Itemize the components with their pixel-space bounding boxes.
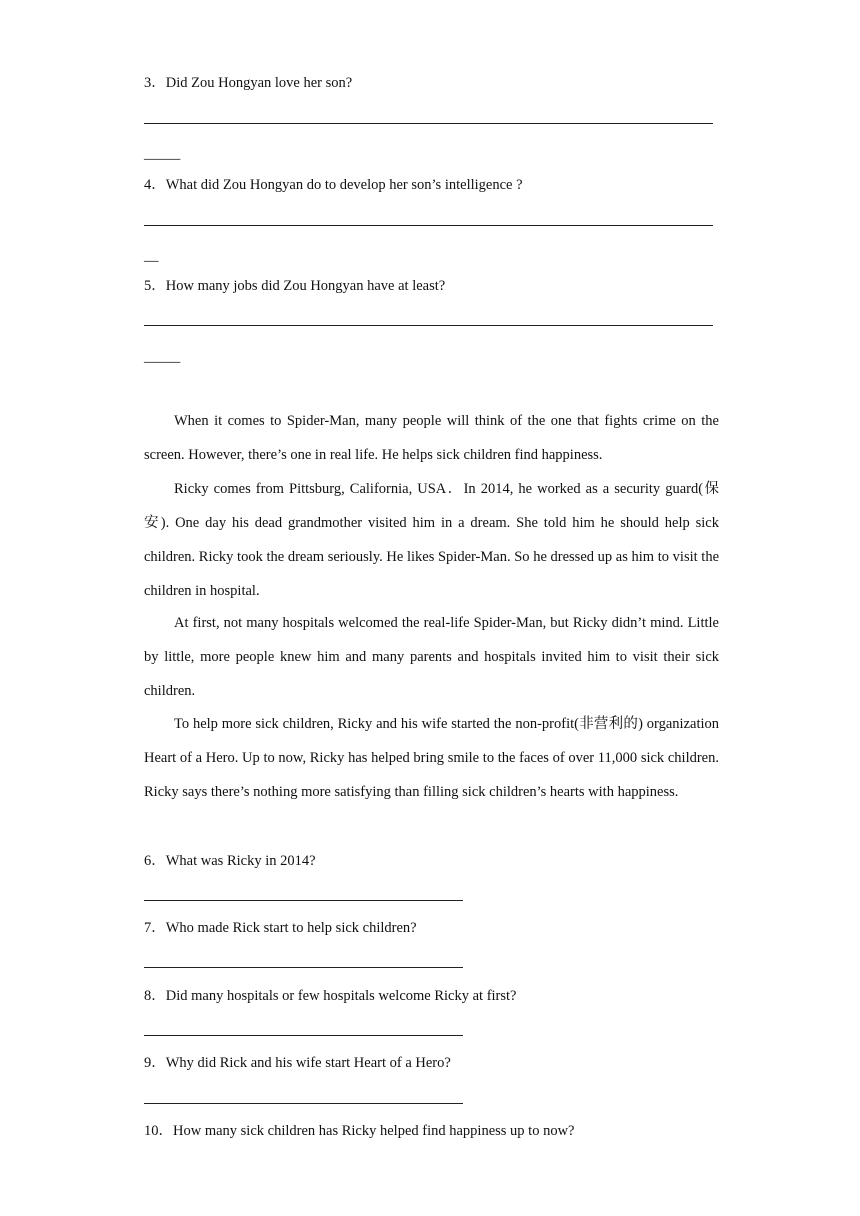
- answer-line-5-tail: _____: [144, 349, 181, 365]
- answer-line-9[interactable]: [144, 1103, 463, 1104]
- passage-paragraph-4: To help more sick children, Ricky and his wife started the non-profit(非营利的) organization Heart of a Hero. Up to now, Ricky has helped bring smile to the faces of over 11,000 sick children. Ricky says there’s nothing more satisfying than filling sick children’s hearts with happiness.: [144, 716, 719, 800]
- answer-line-7[interactable]: [144, 967, 463, 968]
- question-4: 4．What did Zou Hongyan do to develop her son’s intelligence ?: [144, 177, 523, 193]
- answer-line-3-tail: _____: [144, 146, 181, 162]
- answer-line-8[interactable]: [144, 1035, 463, 1036]
- passage-paragraph-3: At first, not many hospitals welcomed the real-life Spider-Man, but Ricky didn’t mind. Little by little, more people knew him and many parents and hospitals invited him to visit their sick children.: [144, 615, 719, 699]
- question-3: 3．Did Zou Hongyan love her son?: [144, 75, 353, 91]
- passage-paragraph-2: Ricky comes from Pittsburg, California, USA．In 2014, he worked as a security guard(保安). One day his dead grandmother visited him in a dream. She told him he should help sick children. Ricky took the dream seriously. He likes Spider-Man. So he dressed up as him to visit the children in hospital.: [144, 481, 719, 599]
- passage-paragraph-1: When it comes to Spider-Man, many people will think of the one that fights crime on the screen. However, there’s one in real life. He helps sick children find happiness.: [144, 413, 719, 463]
- question-9: 9．Why did Rick and his wife start Heart of a Hero?: [144, 1055, 451, 1071]
- question-8: 8．Did many hospitals or few hospitals welcome Ricky at first?: [144, 988, 517, 1004]
- question-6: 6．What was Ricky in 2014?: [144, 853, 316, 869]
- question-5: 5．How many jobs did Zou Hongyan have at least?: [144, 278, 446, 294]
- answer-line-5[interactable]: [144, 325, 713, 326]
- answer-line-4-tail: __: [144, 248, 159, 264]
- answer-line-4[interactable]: [144, 225, 713, 226]
- answer-line-6[interactable]: [144, 900, 463, 901]
- answer-line-3[interactable]: [144, 123, 713, 124]
- question-10: 10．How many sick children has Ricky helped find happiness up to now?: [144, 1123, 575, 1139]
- question-7: 7．Who made Rick start to help sick children?: [144, 920, 417, 936]
